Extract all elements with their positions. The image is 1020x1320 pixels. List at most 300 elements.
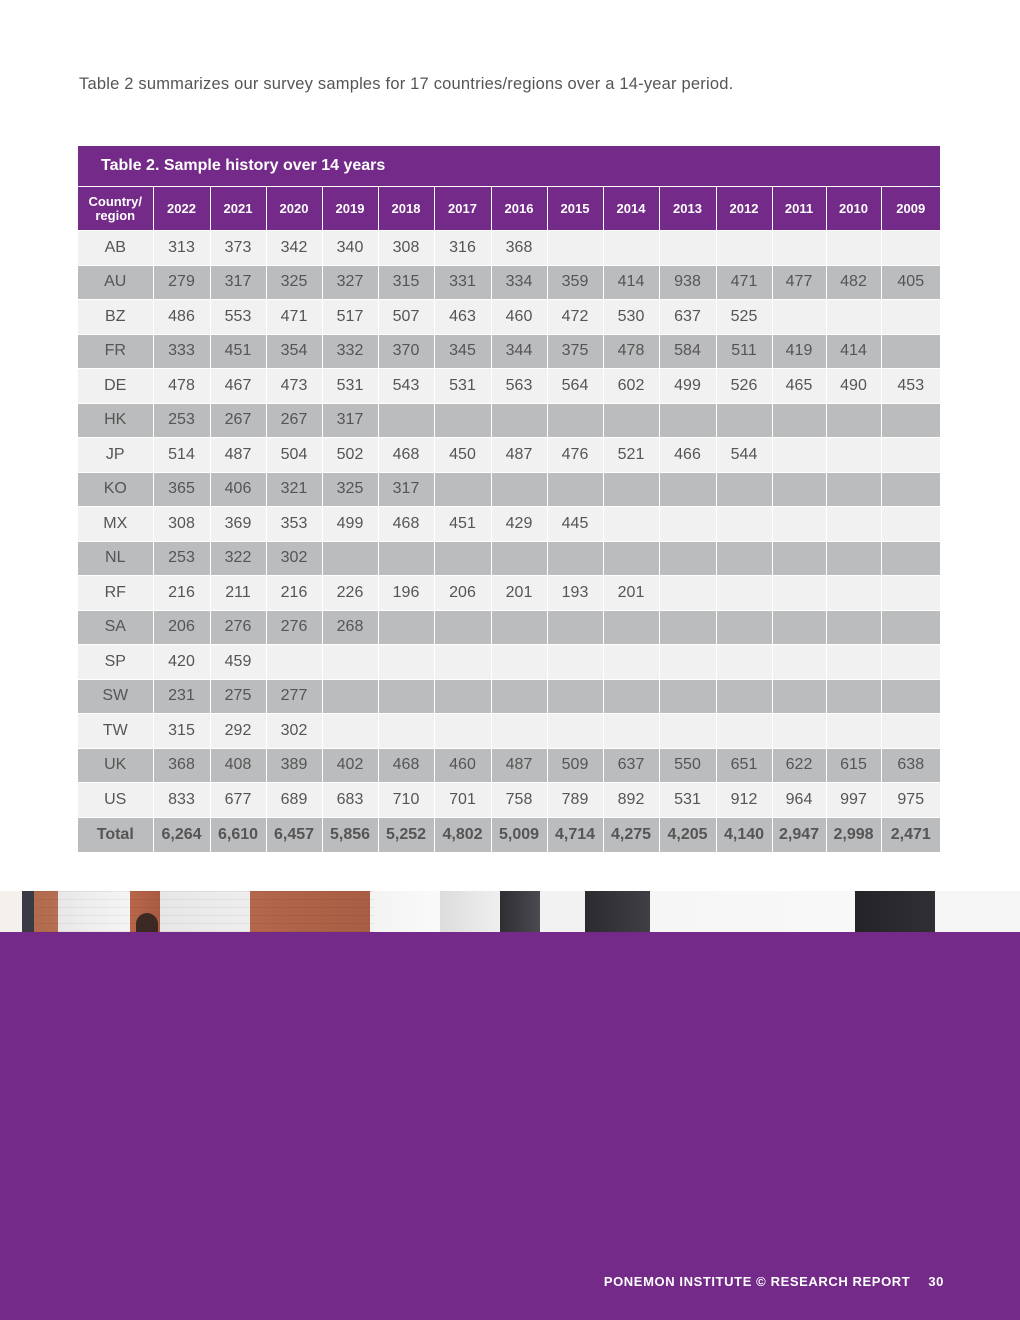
region-cell: NL <box>78 541 153 576</box>
value-cell <box>659 645 716 680</box>
value-cell: 504 <box>266 438 322 473</box>
value-cell: 460 <box>491 300 547 335</box>
value-cell: 292 <box>210 714 266 749</box>
value-cell: 308 <box>378 231 434 266</box>
table-row <box>78 334 940 369</box>
value-cell: 525 <box>716 300 772 335</box>
value-cell <box>659 403 716 438</box>
column-header-year: 2010 <box>826 187 881 231</box>
value-cell <box>603 403 659 438</box>
value-cell: 359 <box>547 265 603 300</box>
value-cell <box>378 714 434 749</box>
table-row <box>78 369 940 404</box>
value-cell: 253 <box>153 541 210 576</box>
value-cell <box>434 472 491 507</box>
value-cell: 368 <box>153 748 210 783</box>
footer-text: PONEMON INSTITUTE © RESEARCH REPORT <box>603 1274 911 1289</box>
region-cell: DE <box>78 369 153 404</box>
value-cell <box>491 645 547 680</box>
value-cell: 487 <box>210 438 266 473</box>
region-cell: SA <box>78 610 153 645</box>
total-value-cell: 2,998 <box>826 817 881 852</box>
value-cell: 526 <box>716 369 772 404</box>
value-cell <box>772 576 826 611</box>
value-cell: 453 <box>881 369 940 404</box>
value-cell <box>603 541 659 576</box>
value-cell: 331 <box>434 265 491 300</box>
table-row <box>78 438 940 473</box>
table-row <box>78 783 940 818</box>
value-cell: 912 <box>716 783 772 818</box>
value-cell <box>491 541 547 576</box>
table-row <box>78 679 940 714</box>
column-header-year: 2014 <box>603 187 659 231</box>
value-cell: 206 <box>153 610 210 645</box>
total-value-cell: 2,471 <box>881 817 940 852</box>
value-cell <box>659 231 716 266</box>
value-cell <box>547 679 603 714</box>
value-cell: 342 <box>266 231 322 266</box>
value-cell: 531 <box>659 783 716 818</box>
person-image <box>136 913 158 932</box>
total-value-cell: 4,275 <box>603 817 659 852</box>
value-cell: 502 <box>322 438 378 473</box>
column-header-year: 2017 <box>434 187 491 231</box>
intro-paragraph: Table 2 summarizes our survey samples for 17 countries/regions over a 14-year period. <box>79 75 734 93</box>
value-cell <box>716 541 772 576</box>
value-cell: 216 <box>266 576 322 611</box>
value-cell: 369 <box>210 507 266 542</box>
value-cell <box>881 472 940 507</box>
value-cell <box>772 507 826 542</box>
column-header-year: 2020 <box>266 187 322 231</box>
value-cell <box>881 576 940 611</box>
value-cell: 201 <box>603 576 659 611</box>
value-cell: 316 <box>434 231 491 266</box>
value-cell <box>826 610 881 645</box>
value-cell <box>378 403 434 438</box>
value-cell: 276 <box>266 610 322 645</box>
value-cell <box>772 610 826 645</box>
value-cell: 450 <box>434 438 491 473</box>
page-footer <box>604 1274 944 1289</box>
value-cell <box>491 679 547 714</box>
value-cell: 216 <box>153 576 210 611</box>
column-header-region-line1: Country/ <box>88 193 142 209</box>
value-cell <box>716 472 772 507</box>
value-cell: 405 <box>881 265 940 300</box>
value-cell <box>378 541 434 576</box>
value-cell: 478 <box>153 369 210 404</box>
value-cell: 460 <box>434 748 491 783</box>
value-cell: 637 <box>603 748 659 783</box>
value-cell <box>716 645 772 680</box>
value-cell: 340 <box>322 231 378 266</box>
table-row <box>78 714 940 749</box>
value-cell: 325 <box>322 472 378 507</box>
value-cell: 321 <box>266 472 322 507</box>
value-cell: 938 <box>659 265 716 300</box>
value-cell <box>881 714 940 749</box>
value-cell: 419 <box>772 334 826 369</box>
value-cell: 317 <box>210 265 266 300</box>
value-cell <box>434 645 491 680</box>
total-value-cell: 5,009 <box>491 817 547 852</box>
table-title: Table 2. Sample history over 14 years <box>78 146 940 187</box>
total-value-cell: 4,205 <box>659 817 716 852</box>
column-header-year: 2018 <box>378 187 434 231</box>
value-cell: 507 <box>378 300 434 335</box>
value-cell: 468 <box>378 507 434 542</box>
value-cell <box>322 679 378 714</box>
value-cell: 226 <box>322 576 378 611</box>
value-cell: 302 <box>266 714 322 749</box>
value-cell <box>659 507 716 542</box>
table-row <box>78 472 940 507</box>
value-cell: 420 <box>153 645 210 680</box>
value-cell: 313 <box>153 231 210 266</box>
value-cell <box>772 472 826 507</box>
value-cell: 467 <box>210 369 266 404</box>
value-cell: 563 <box>491 369 547 404</box>
region-cell: RF <box>78 576 153 611</box>
value-cell: 322 <box>210 541 266 576</box>
value-cell: 553 <box>210 300 266 335</box>
value-cell <box>772 403 826 438</box>
value-cell: 466 <box>659 438 716 473</box>
value-cell: 267 <box>266 403 322 438</box>
total-row <box>78 817 940 852</box>
value-cell: 683 <box>322 783 378 818</box>
value-cell: 499 <box>322 507 378 542</box>
value-cell: 471 <box>716 265 772 300</box>
value-cell: 490 <box>826 369 881 404</box>
value-cell: 602 <box>603 369 659 404</box>
region-cell: HK <box>78 403 153 438</box>
value-cell: 206 <box>434 576 491 611</box>
table-row <box>78 610 940 645</box>
value-cell <box>826 645 881 680</box>
value-cell <box>826 714 881 749</box>
value-cell <box>716 576 772 611</box>
value-cell: 451 <box>210 334 266 369</box>
table-row <box>78 507 940 542</box>
value-cell <box>491 472 547 507</box>
column-header-year: 2016 <box>491 187 547 231</box>
value-cell: 317 <box>322 403 378 438</box>
region-cell: AU <box>78 265 153 300</box>
value-cell: 253 <box>153 403 210 438</box>
value-cell: 833 <box>153 783 210 818</box>
value-cell: 276 <box>210 610 266 645</box>
table-body <box>78 231 940 852</box>
value-cell <box>716 714 772 749</box>
value-cell: 445 <box>547 507 603 542</box>
value-cell: 964 <box>772 783 826 818</box>
value-cell <box>378 610 434 645</box>
value-cell <box>491 610 547 645</box>
value-cell <box>826 231 881 266</box>
value-cell: 689 <box>266 783 322 818</box>
value-cell <box>547 231 603 266</box>
value-cell: 473 <box>266 369 322 404</box>
value-cell: 530 <box>603 300 659 335</box>
value-cell: 476 <box>547 438 603 473</box>
value-cell <box>547 403 603 438</box>
column-header-year: 2022 <box>153 187 210 231</box>
value-cell <box>603 645 659 680</box>
value-cell: 487 <box>491 438 547 473</box>
value-cell: 509 <box>547 748 603 783</box>
value-cell <box>881 231 940 266</box>
value-cell: 584 <box>659 334 716 369</box>
value-cell: 196 <box>378 576 434 611</box>
value-cell: 354 <box>266 334 322 369</box>
region-cell: US <box>78 783 153 818</box>
value-cell <box>716 679 772 714</box>
value-cell: 564 <box>547 369 603 404</box>
value-cell: 429 <box>491 507 547 542</box>
sample-history-table <box>78 146 940 852</box>
value-cell <box>772 679 826 714</box>
value-cell <box>826 403 881 438</box>
value-cell <box>826 438 881 473</box>
table-row <box>78 265 940 300</box>
value-cell: 651 <box>716 748 772 783</box>
value-cell <box>881 334 940 369</box>
value-cell <box>491 403 547 438</box>
column-header-region <box>78 187 153 231</box>
value-cell: 406 <box>210 472 266 507</box>
value-cell <box>322 645 378 680</box>
table-row <box>78 576 940 611</box>
value-cell: 317 <box>378 472 434 507</box>
value-cell: 789 <box>547 783 603 818</box>
value-cell <box>378 645 434 680</box>
value-cell: 465 <box>772 369 826 404</box>
value-cell: 332 <box>322 334 378 369</box>
value-cell <box>378 679 434 714</box>
total-label: Total <box>78 817 153 852</box>
value-cell <box>603 472 659 507</box>
value-cell <box>603 610 659 645</box>
value-cell <box>881 645 940 680</box>
table-row <box>78 231 940 266</box>
value-cell: 333 <box>153 334 210 369</box>
value-cell <box>434 403 491 438</box>
total-value-cell: 2,947 <box>772 817 826 852</box>
total-value-cell: 6,264 <box>153 817 210 852</box>
value-cell: 638 <box>881 748 940 783</box>
column-header-year: 2011 <box>772 187 826 231</box>
table-row <box>78 403 940 438</box>
page-number: 30 <box>928 1274 944 1289</box>
value-cell: 701 <box>434 783 491 818</box>
value-cell: 468 <box>378 748 434 783</box>
value-cell: 477 <box>772 265 826 300</box>
column-header-year: 2009 <box>881 187 940 231</box>
value-cell: 478 <box>603 334 659 369</box>
value-cell: 550 <box>659 748 716 783</box>
value-cell: 344 <box>491 334 547 369</box>
value-cell: 637 <box>659 300 716 335</box>
value-cell: 468 <box>378 438 434 473</box>
value-cell <box>881 403 940 438</box>
value-cell: 463 <box>434 300 491 335</box>
column-header-year: 2012 <box>716 187 772 231</box>
total-value-cell: 4,140 <box>716 817 772 852</box>
value-cell <box>547 610 603 645</box>
value-cell <box>547 472 603 507</box>
table-row <box>78 300 940 335</box>
value-cell <box>603 507 659 542</box>
value-cell <box>434 541 491 576</box>
table-row <box>78 541 940 576</box>
region-cell: FR <box>78 334 153 369</box>
value-cell <box>491 714 547 749</box>
value-cell: 402 <box>322 748 378 783</box>
value-cell: 375 <box>547 334 603 369</box>
value-cell <box>716 403 772 438</box>
value-cell: 459 <box>210 645 266 680</box>
region-cell: SW <box>78 679 153 714</box>
total-value-cell: 5,252 <box>378 817 434 852</box>
value-cell <box>547 541 603 576</box>
value-cell: 231 <box>153 679 210 714</box>
value-cell <box>826 472 881 507</box>
value-cell: 193 <box>547 576 603 611</box>
value-cell <box>434 679 491 714</box>
value-cell: 345 <box>434 334 491 369</box>
table-header-row <box>78 187 940 231</box>
value-cell <box>826 679 881 714</box>
value-cell <box>881 679 940 714</box>
table-row <box>78 748 940 783</box>
value-cell <box>772 541 826 576</box>
value-cell <box>772 714 826 749</box>
value-cell: 486 <box>153 300 210 335</box>
value-cell: 414 <box>603 265 659 300</box>
value-cell <box>826 576 881 611</box>
value-cell: 275 <box>210 679 266 714</box>
value-cell: 892 <box>603 783 659 818</box>
value-cell <box>322 714 378 749</box>
value-cell <box>881 300 940 335</box>
value-cell: 268 <box>322 610 378 645</box>
value-cell <box>659 472 716 507</box>
value-cell: 472 <box>547 300 603 335</box>
value-cell: 543 <box>378 369 434 404</box>
total-value-cell: 4,714 <box>547 817 603 852</box>
value-cell: 201 <box>491 576 547 611</box>
value-cell <box>547 645 603 680</box>
total-value-cell: 5,856 <box>322 817 378 852</box>
value-cell: 544 <box>716 438 772 473</box>
column-header-region-line2: region <box>95 207 136 223</box>
value-cell: 315 <box>378 265 434 300</box>
value-cell <box>881 541 940 576</box>
value-cell <box>659 679 716 714</box>
value-cell <box>659 610 716 645</box>
value-cell: 531 <box>322 369 378 404</box>
value-cell: 615 <box>826 748 881 783</box>
region-cell: SP <box>78 645 153 680</box>
value-cell <box>603 679 659 714</box>
total-value-cell: 6,610 <box>210 817 266 852</box>
column-header-year: 2019 <box>322 187 378 231</box>
value-cell: 370 <box>378 334 434 369</box>
value-cell: 514 <box>153 438 210 473</box>
value-cell <box>434 714 491 749</box>
value-cell <box>716 231 772 266</box>
value-cell: 471 <box>266 300 322 335</box>
value-cell: 997 <box>826 783 881 818</box>
value-cell: 334 <box>491 265 547 300</box>
value-cell <box>603 714 659 749</box>
value-cell <box>322 541 378 576</box>
value-cell: 211 <box>210 576 266 611</box>
region-cell: UK <box>78 748 153 783</box>
value-cell: 414 <box>826 334 881 369</box>
value-cell <box>659 541 716 576</box>
value-cell: 277 <box>266 679 322 714</box>
value-cell: 267 <box>210 403 266 438</box>
value-cell <box>826 507 881 542</box>
region-cell: BZ <box>78 300 153 335</box>
value-cell: 325 <box>266 265 322 300</box>
column-header-year: 2013 <box>659 187 716 231</box>
value-cell: 308 <box>153 507 210 542</box>
value-cell <box>659 576 716 611</box>
value-cell <box>434 610 491 645</box>
value-cell: 487 <box>491 748 547 783</box>
value-cell: 353 <box>266 507 322 542</box>
value-cell: 710 <box>378 783 434 818</box>
value-cell <box>266 645 322 680</box>
value-cell <box>603 231 659 266</box>
column-header-year: 2015 <box>547 187 603 231</box>
brick-wall-image <box>34 891 374 932</box>
region-cell: TW <box>78 714 153 749</box>
value-cell <box>772 645 826 680</box>
value-cell <box>881 610 940 645</box>
value-cell: 517 <box>322 300 378 335</box>
value-cell <box>716 507 772 542</box>
value-cell: 482 <box>826 265 881 300</box>
value-cell: 531 <box>434 369 491 404</box>
value-cell: 758 <box>491 783 547 818</box>
photo-strip <box>0 891 1020 933</box>
region-cell: KO <box>78 472 153 507</box>
table-row <box>78 645 940 680</box>
column-header-year: 2021 <box>210 187 266 231</box>
value-cell <box>826 300 881 335</box>
value-cell: 368 <box>491 231 547 266</box>
value-cell <box>772 438 826 473</box>
value-cell: 622 <box>772 748 826 783</box>
value-cell <box>547 714 603 749</box>
value-cell <box>659 714 716 749</box>
value-cell <box>772 300 826 335</box>
value-cell: 451 <box>434 507 491 542</box>
total-value-cell: 4,802 <box>434 817 491 852</box>
value-cell: 327 <box>322 265 378 300</box>
value-cell <box>881 507 940 542</box>
region-cell: MX <box>78 507 153 542</box>
value-cell: 408 <box>210 748 266 783</box>
value-cell: 511 <box>716 334 772 369</box>
value-cell: 315 <box>153 714 210 749</box>
